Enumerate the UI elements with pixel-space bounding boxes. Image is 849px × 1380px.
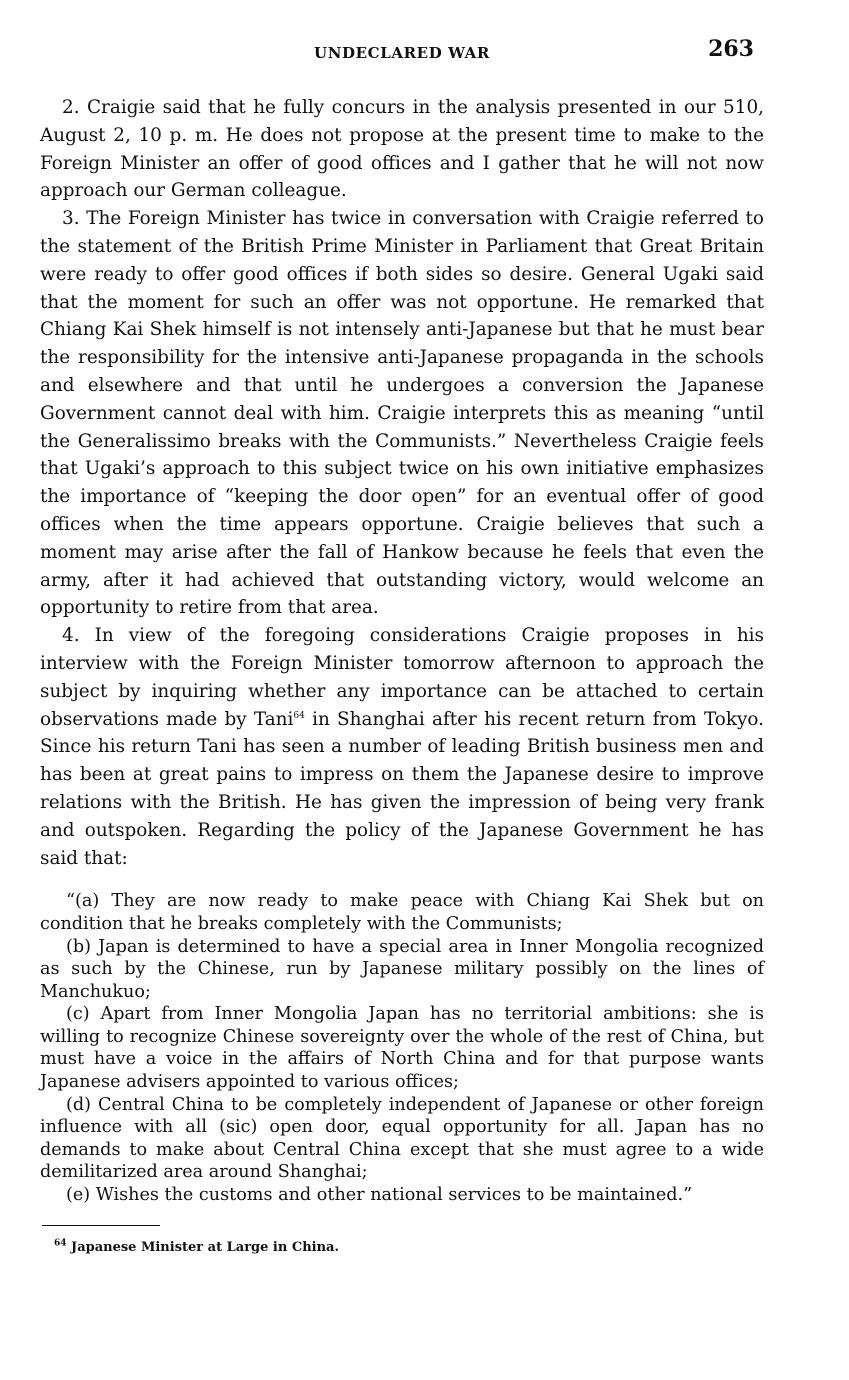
quote-item-a: “(a) They are now ready to make peace with Chiang Kai Shek but on condition that he breaks completely with the Communists;: [40, 891, 764, 934]
paragraph-3: 3. The Foreign Minister has twice in conversation with Craigie referred to the statement of the British Prime Minister in Parliament that Great Britain were ready to offer good offices if both sides so desire. General Ugaki said that the moment for such an offer was not opportune. He remarked that Chiang Kai Shek himself is not intensely anti-Japanese but that he must bear the responsibility for the intensive anti-Japanese propaganda in the schools and elsewhere and that until he undergoes a conversion the Japanese Government cannot deal with him. Craigie interprets this as meaning “until the Generalissimo breaks with the Communists.” Nevertheless Craigie feels that Ugaki’s approach to this subject twice on his own initiative emphasizes the importance of “keeping the door open” for an eventual offer of good offices when the time appears opportune. Craigie believes that such a moment may arise after the fall of Hankow because he feels that even the army, after it had achieved that outstanding victory, would welcome an opportunity to retire from that area.: [40, 208, 764, 619]
running-head: UNDECLARED WAR: [314, 44, 490, 62]
footnote-marker: 64: [54, 1238, 67, 1249]
paragraph-4-text-start: 4. In view of the foregoing considerations Craigie proposes in his interview with the Foreign Minister tomorrow afternoon to approach the subject by inquiring whether any importance can be attached to certain observations made by Tani: [40, 625, 764, 730]
quote-item-d: (d) Central China to be completely independent of Japanese or other foreign influence with all (sic) open door, equal opportunity for all. Japan has no demands to make about Central China except that she must agree to a wide demilitarized area around Shanghai;: [40, 1094, 764, 1183]
page-header: [40, 36, 764, 70]
paragraph-4-text-end: in Shanghai after his recent return from Tokyo. Since his return Tani has seen a number of leading British business men and has been at great pains to impress on them the Japanese desire to improve relations with the British. He has given the impression of being very frank and outspoken. Regarding the policy of the Japanese Government he has said that:: [40, 708, 764, 869]
body-text: [40, 94, 764, 872]
footnote-text: Japanese Minister at Large in China.: [66, 1239, 339, 1255]
document-page: [40, 36, 764, 1255]
paragraph-2: 2. Craigie said that he fully concurs in the analysis presented in our 510, August 2, 10 p. m. He does not propose at the present time to make to the Foreign Minister an offer of good offices and I gather that he will not now approach our German colleague.: [40, 97, 764, 202]
quote-item-c: (c) Apart from Inner Mongolia Japan has no territorial ambitions: she is willing to recognize Chinese sovereignty over the whole of the rest of China, but must have a voice in the affairs of North China and for that purpose wants Japanese advisers appointed to various offices;: [40, 1004, 764, 1093]
footnote-divider: [42, 1225, 160, 1226]
footnote: [54, 1240, 764, 1255]
quote-item-e: (e) Wishes the customs and other national services to be maintained.”: [66, 1185, 693, 1206]
quoted-statement: [40, 890, 764, 1206]
page-number: 263: [708, 36, 754, 62]
paragraph-4: [40, 622, 764, 872]
footnote-reference: 64: [293, 710, 305, 721]
quote-item-b: (b) Japan is determined to have a special area in Inner Mongolia recognized as such by the Chinese, run by Japanese military possibly on the lines of Manchukuo;: [40, 936, 764, 1002]
